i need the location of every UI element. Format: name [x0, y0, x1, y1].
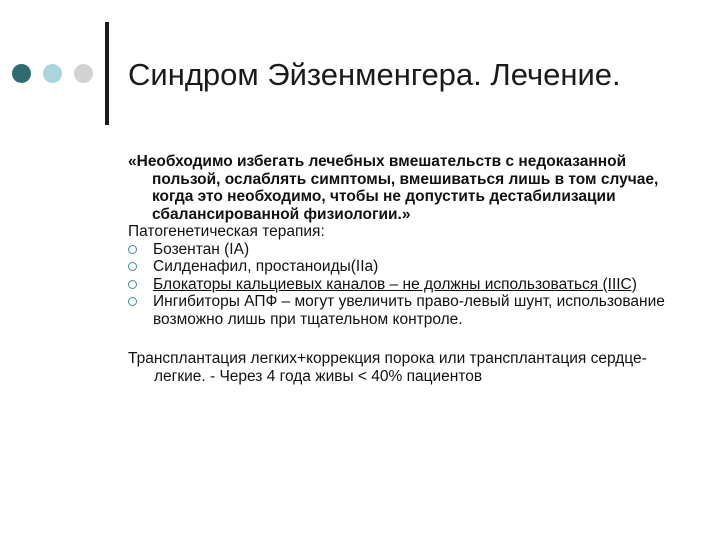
bullet-circle-icon [128, 245, 137, 254]
bullet-circle-icon [128, 280, 137, 289]
list-item-text: Ингибиторы АПФ – могут увеличить право-левый шунт, использование возможно лишь при тщательном контроле. [153, 293, 665, 328]
slide-content [128, 153, 688, 385]
quote-text: «Необходимо избегать лечебных вмешательств с недоказанной пользой, ослаблять симптомы, вмешиваться лишь в том случае, когда это необходимо, чтобы не допустить дестабилизации сбалансированной физиологии.» [128, 153, 659, 223]
therapy-heading: Патогенетическая терапия: [128, 223, 325, 240]
therapy-list [128, 241, 688, 329]
dot-gray-icon [74, 64, 93, 83]
list-item-text: Блокаторы кальциевых каналов – не должны использоваться (IIIC) [153, 275, 637, 293]
slide-title: Синдром Эйзенменгера. Лечение. [128, 57, 621, 92]
list-item-text: Бозентан (IA) [153, 240, 250, 258]
title-divider-line [105, 22, 109, 125]
spacer [128, 328, 688, 350]
list-item [128, 276, 688, 294]
list-item-text: Силденафил, простаноиды(IIa) [153, 258, 379, 275]
dot-light-teal-icon [43, 64, 62, 83]
transplant-text: Трансплантация легких+коррекция порока или трансплантация сердце-легкие. - Через 4 года живы < 40% пациентов [128, 350, 647, 385]
list-item [128, 258, 688, 276]
bullet-circle-icon [128, 262, 137, 271]
list-item [128, 293, 688, 328]
dot-dark-teal-icon [12, 64, 31, 83]
bullet-circle-icon [128, 297, 137, 306]
list-item [128, 241, 688, 259]
decorative-dots [12, 62, 96, 86]
